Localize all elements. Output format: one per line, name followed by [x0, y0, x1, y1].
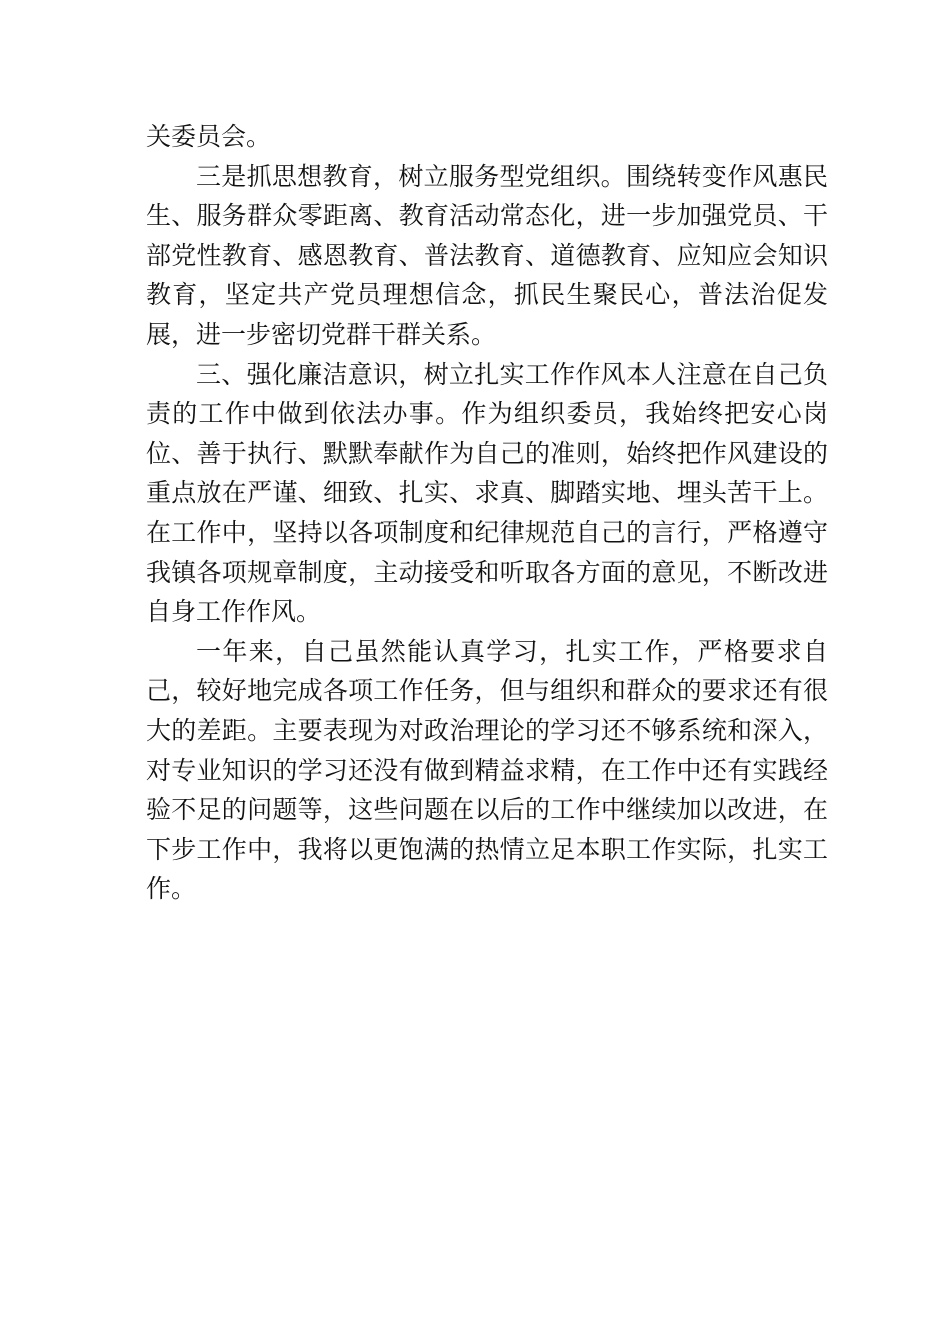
document-body [146, 117, 828, 909]
paragraph-integrity-awareness: 三、强化廉洁意识，树立扎实工作作风本人注意在自己负责的工作中做到依法办事。作为组织委员，我始终把安心岗位、善于执行、默默奉献作为自己的准则，始终把作风建设的重点放在严谨、细致、扎实、求真、脚踏实地、埋头苦干上。在工作中，坚持以各项制度和纪律规范自己的言行，严格遵守我镇各项规章制度，主动接受和听取各方面的意见，不断改进自身工作作风。 [146, 359, 828, 627]
paragraph-continued: 关委员会。 [146, 122, 272, 151]
paragraph-ideological-education: 三是抓思想教育，树立服务型党组织。围绕转变作风惠民生、服务群众零距离、教育活动常态化，进一步加强党员、干部党性教育、感恩教育、普法教育、道德教育、应知应会知识教育，坚定共产党员理想信念，抓民生聚民心，普法治促发展，进一步密切党群干群关系。 [146, 161, 828, 349]
paragraph-year-summary: 一年来，自己虽然能认真学习，扎实工作，严格要求自己，较好地完成各项工作任务，但与组织和群众的要求还有很大的差距。主要表现为对政治理论的学习还不够系统和深入，对专业知识的学习还没有做到精益求精，在工作中还有实践经验不足的问题等，这些问题在以后的工作中继续加以改进，在下步工作中，我将以更饱满的热情立足本职工作实际，扎实工作。 [146, 636, 828, 904]
